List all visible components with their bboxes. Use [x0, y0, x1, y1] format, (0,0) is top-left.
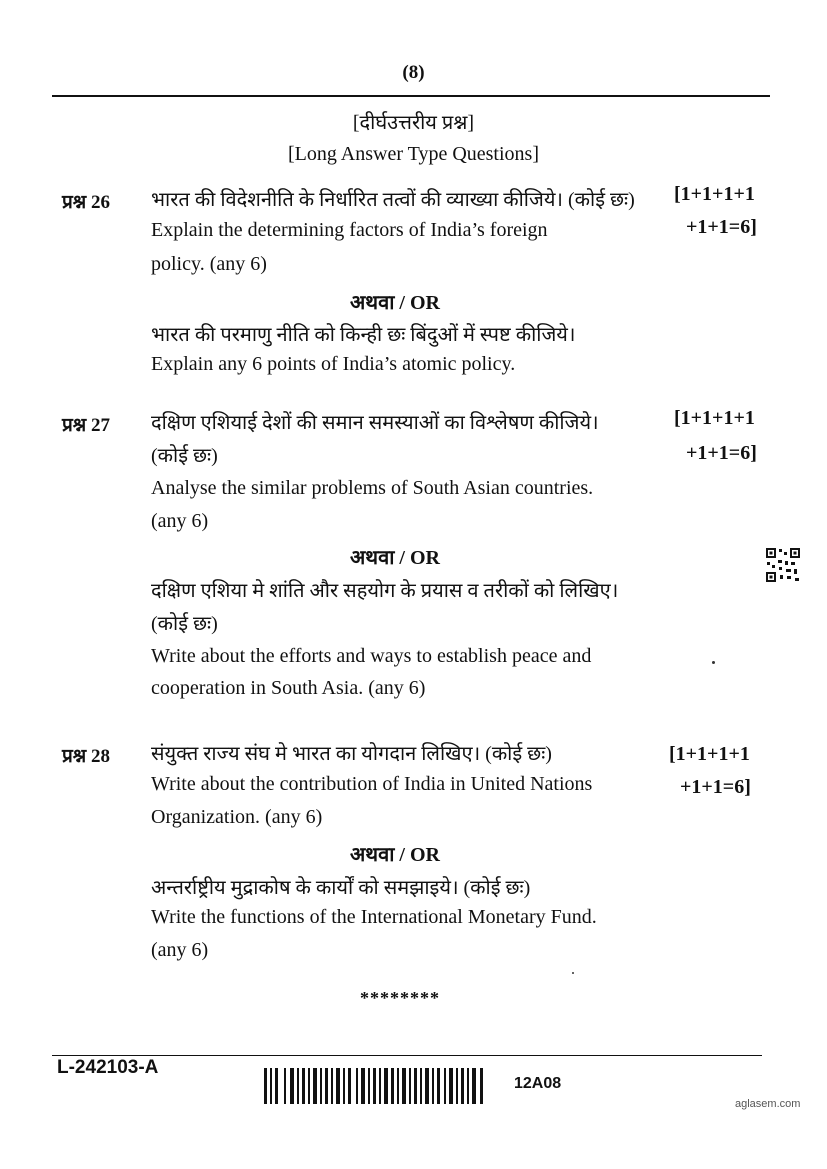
question-27-marks: +1+1=6]	[686, 442, 757, 464]
question-27-alt-line: दक्षिण एशिया मे शांति और सहयोग के प्रयास व तरीकों को लिखिए।	[151, 580, 619, 602]
qr-code-image	[765, 547, 801, 583]
watermark: aglasem.com	[735, 1098, 801, 1110]
question-27-line: (any 6)	[151, 510, 209, 532]
question-28-line: Organization. (any 6)	[151, 806, 323, 828]
question-28-alt-line: Write the functions of the International Monetary Fund.	[151, 906, 597, 928]
footer-divider	[52, 1055, 762, 1056]
question-28-line: Write about the contribution of India in United Nations	[151, 773, 593, 795]
barcode-image	[264, 1068, 486, 1104]
question-27-line: दक्षिण एशियाई देशों की समान समस्याओं का विश्लेषण कीजिये।	[151, 412, 599, 434]
page-number: (8)	[402, 62, 425, 83]
or-separator: अथवा / OR	[350, 292, 440, 314]
question-26-line: भारत की विदेशनीति के निर्धारित तत्वों की व्याख्या कीजिये। (कोई छः)	[151, 189, 635, 211]
scan-speck	[712, 661, 715, 664]
question-26-marks: [1+1+1+1	[674, 183, 755, 205]
question-26-alt-line: भारत की परमाणु नीति को किन्ही छः बिंदुओं में स्पष्ट कीजिये।	[151, 324, 576, 346]
question-26-number: प्रश्न 26	[62, 192, 110, 213]
question-28-number: प्रश्न 28	[62, 746, 110, 767]
or-separator: अथवा / OR	[350, 547, 440, 569]
scan-speck	[572, 972, 574, 974]
end-marker: ********	[360, 988, 440, 1008]
question-28-marks: [1+1+1+1	[669, 743, 750, 765]
section-title-hindi: [दीर्घउत्तरीय प्रश्न]	[352, 112, 475, 134]
barcode-number: 12A08	[514, 1075, 562, 1092]
question-26-line: Explain the determining factors of India’s foreign	[151, 219, 548, 241]
or-separator: अथवा / OR	[350, 844, 440, 866]
question-26-line: policy. (any 6)	[151, 253, 267, 275]
question-27-alt-line: (कोई छः)	[151, 613, 218, 635]
question-26-marks: +1+1=6]	[686, 216, 757, 238]
question-28-alt-line: अन्तर्राष्ट्रीय मुद्राकोष के कार्यों को समझाइये। (कोई छः)	[151, 877, 531, 899]
question-28-line: संयुक्त राज्य संघ मे भारत का योगदान लिखिए। (कोई छः)	[151, 743, 552, 765]
question-27-line: Analyse the similar problems of South Asian countries.	[151, 477, 594, 499]
question-27-line: (कोई छः)	[151, 445, 218, 467]
question-27-number: प्रश्न 27	[62, 415, 110, 436]
header-divider	[52, 95, 770, 97]
paper-code: L-242103-A	[57, 1057, 159, 1078]
section-title-english: [Long Answer Type Questions]	[288, 143, 539, 165]
question-27-alt-line: cooperation in South Asia. (any 6)	[151, 677, 426, 699]
question-28-marks: +1+1=6]	[680, 776, 751, 798]
question-27-alt-line: Write about the efforts and ways to establish peace and	[151, 645, 592, 667]
question-28-alt-line: (any 6)	[151, 939, 209, 961]
question-26-alt-line: Explain any 6 points of India’s atomic policy.	[151, 353, 516, 375]
question-27-marks: [1+1+1+1	[674, 407, 755, 429]
